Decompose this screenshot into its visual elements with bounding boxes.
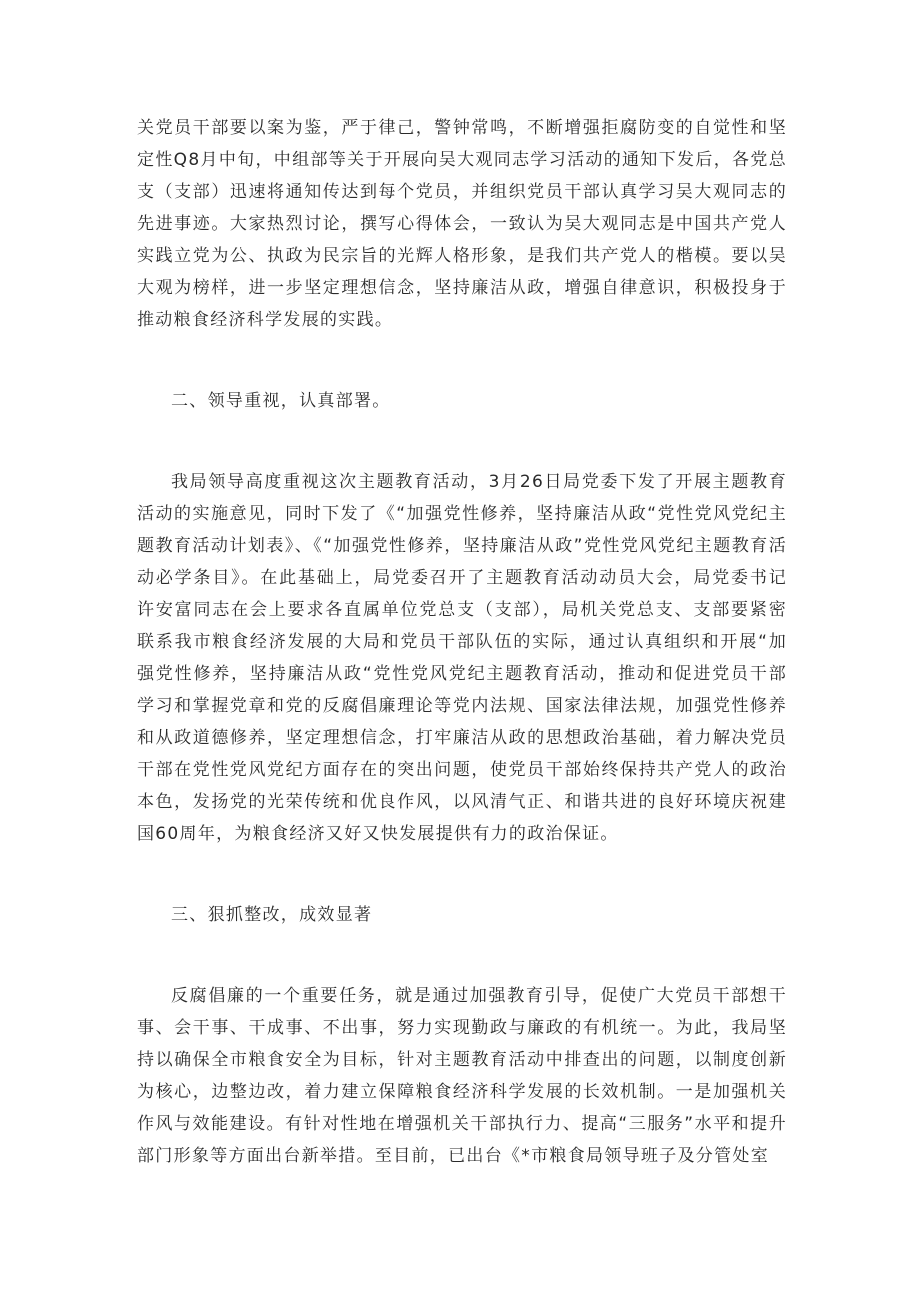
paragraph-rectification: 反腐倡廉的一个重要任务，就是通过加强教育引导，促使广大党员干部想干事、会干事、干成事、不出事，努力实现勤政与廉政的有机统一。为此，我局坚持以确保全市粮食安全为目标，针对主题教育活动中排查出的问题，以制度创新为核心，边整边改，着力建立保障粮食经济科学发展的长效机制。一是加强机关作风与效能建设。有针对性地在增强机关干部执行力、提高“三服务”水平和提升部门形象等方面出台新举措。至目前，已出台《*市粮食局领导班子及分管处室 <box>137 986 787 1166</box>
paragraph-continued: 关党员干部要以案为鉴，严于律己，警钟常鸣，不断增强拒腐防变的自觉性和坚定性Q8月中旬，中组部等关于开展向吴大观同志学习活动的通知下发后，各党总支（支部）迅速将通知传达到每个党员，并组织党员干部认真学习吴大观同志的先进事迹。大家热烈讨论，撰写心得体会，一致认为吴大观同志是中国共产党人实践立党为公、执政为民宗旨的光辉人格形象，是我们共产党人的楷模。要以吴大观为榜样，进一步坚定理想信念，坚持廉洁从政，增强自律意识，积极投身于推动粮食经济科学发展的实践。 <box>137 118 787 330</box>
paragraph-leadership: 我局领导高度重视这次主题教育活动，3月26日局党委下发了开展主题教育活动的实施意见，同时下发了《“加强党性修养，坚持廉洁从政“党性党风党纪主题教育活动计划表》、《“加强党性修养，坚持廉洁从政”党性党风党纪主题教育活动必学条目》。在此基础上，局党委召开了主题教育活动动员大会，局党委书记许安富同志在会上要求各直属单位党总支（支部），局机关党总支、支部要紧密联系我市粮食经济发展的大局和党员干部队伍的实际，通过认真组织和开展“加强党性修养，坚持廉洁从政“党性党风党纪主题教育活动，推动和促进党员干部学习和掌握党章和党的反腐倡廉理论等党内法规、国家法律法规，加强党性修养和从政道德修养，坚定理想信念，打牢廉洁从政的思想政治基础，着力解决党员干部在党性党风党纪方面存在的突出问题，使党员干部始终保持共产党人的政治本色，发扬党的光荣传统和优良作风，以风清气正、和谐共进的良好环境庆祝建国60周年，为粮食经济又好又快发展提供有力的政治保证。 <box>137 472 787 844</box>
section-heading-2: 二、领导重视，认真部署。 <box>171 391 391 411</box>
document-body <box>137 112 787 1172</box>
section-heading-3: 三、狠抓整改，成效显著 <box>171 905 373 925</box>
